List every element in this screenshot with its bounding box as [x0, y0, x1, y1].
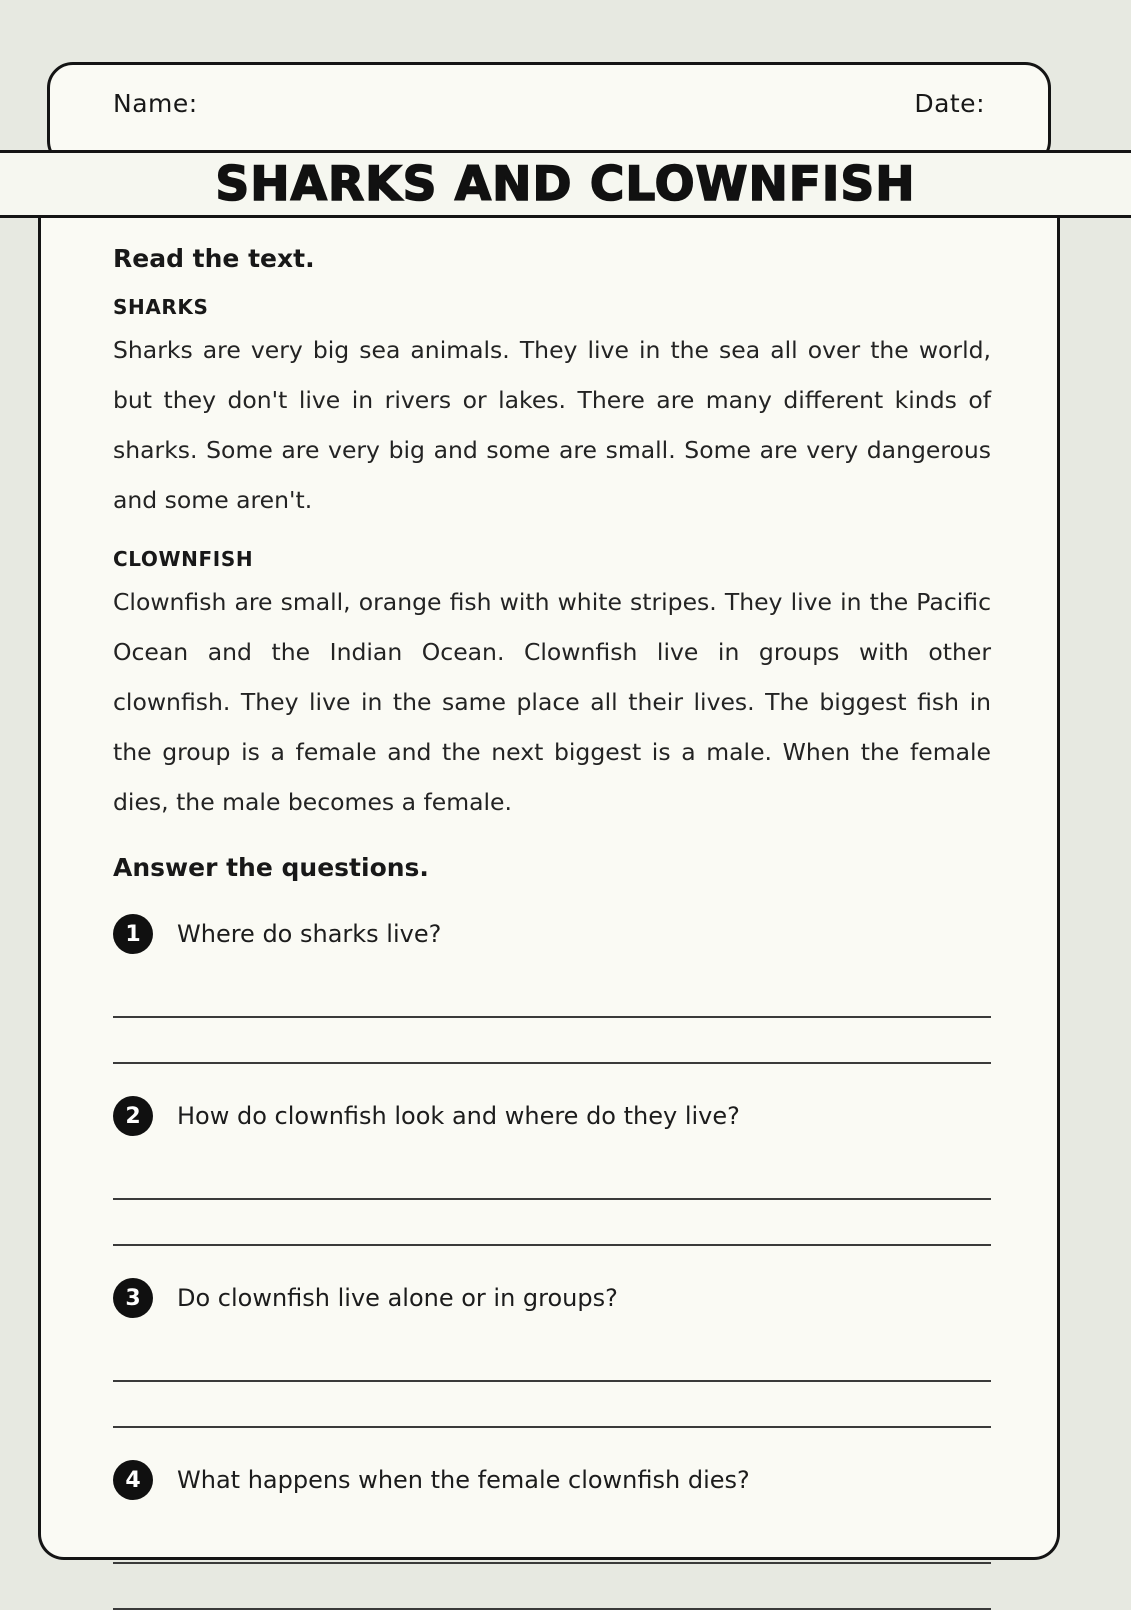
question-row-4: [113, 1460, 991, 1500]
sharks-paragraph: Sharks are very big sea animals. They live in the sea all over the world, but they don't live in rivers or lakes. There are many different kinds of sharks. Some are very big and some are small. Some are very dangerous and some aren't.: [113, 336, 991, 514]
answer-line: [113, 1564, 991, 1610]
answer-line: [113, 1154, 991, 1200]
section-heading-clownfish: CLOWNFISH: [113, 547, 254, 571]
question-number-badge: 2: [113, 1096, 153, 1136]
question-number-badge: 3: [113, 1278, 153, 1318]
clownfish-paragraph: Clownfish are small, orange fish with white stripes. They live in the Pacific Ocean and the Indian Ocean. Clownfish live in groups with other clownfish. They live in the same place all their lives. The biggest fish in the group is a female and the next biggest is a male. When the female dies, the male becomes a female.: [113, 588, 991, 816]
answer-instruction: Answer the questions.: [113, 853, 429, 882]
question-row-1: [113, 914, 991, 954]
question-number-badge: 4: [113, 1460, 153, 1500]
section-heading-sharks: SHARKS: [113, 295, 209, 319]
question-number-badge: 1: [113, 914, 153, 954]
answer-line: [113, 972, 991, 1018]
read-instruction: Read the text.: [113, 244, 315, 273]
worksheet-body: [38, 218, 1060, 1560]
answer-line: [113, 1382, 991, 1428]
question-row-2: [113, 1096, 991, 1136]
question-text: Where do sharks live?: [177, 920, 442, 948]
question-row-3: [113, 1278, 991, 1318]
title-band: [0, 150, 1131, 218]
question-text: Do clownfish live alone or in groups?: [177, 1284, 618, 1312]
worksheet-title: SHARKS AND CLOWNFISH: [215, 156, 916, 212]
answer-line: [113, 1518, 991, 1564]
date-label: Date:: [914, 89, 985, 118]
answer-line: [113, 1018, 991, 1064]
name-label: Name:: [113, 89, 198, 118]
answer-line: [113, 1200, 991, 1246]
question-text: What happens when the female clownfish dies?: [177, 1466, 750, 1494]
answer-line: [113, 1336, 991, 1382]
question-text: How do clownfish look and where do they live?: [177, 1102, 740, 1130]
worksheet-content: [113, 234, 991, 1610]
